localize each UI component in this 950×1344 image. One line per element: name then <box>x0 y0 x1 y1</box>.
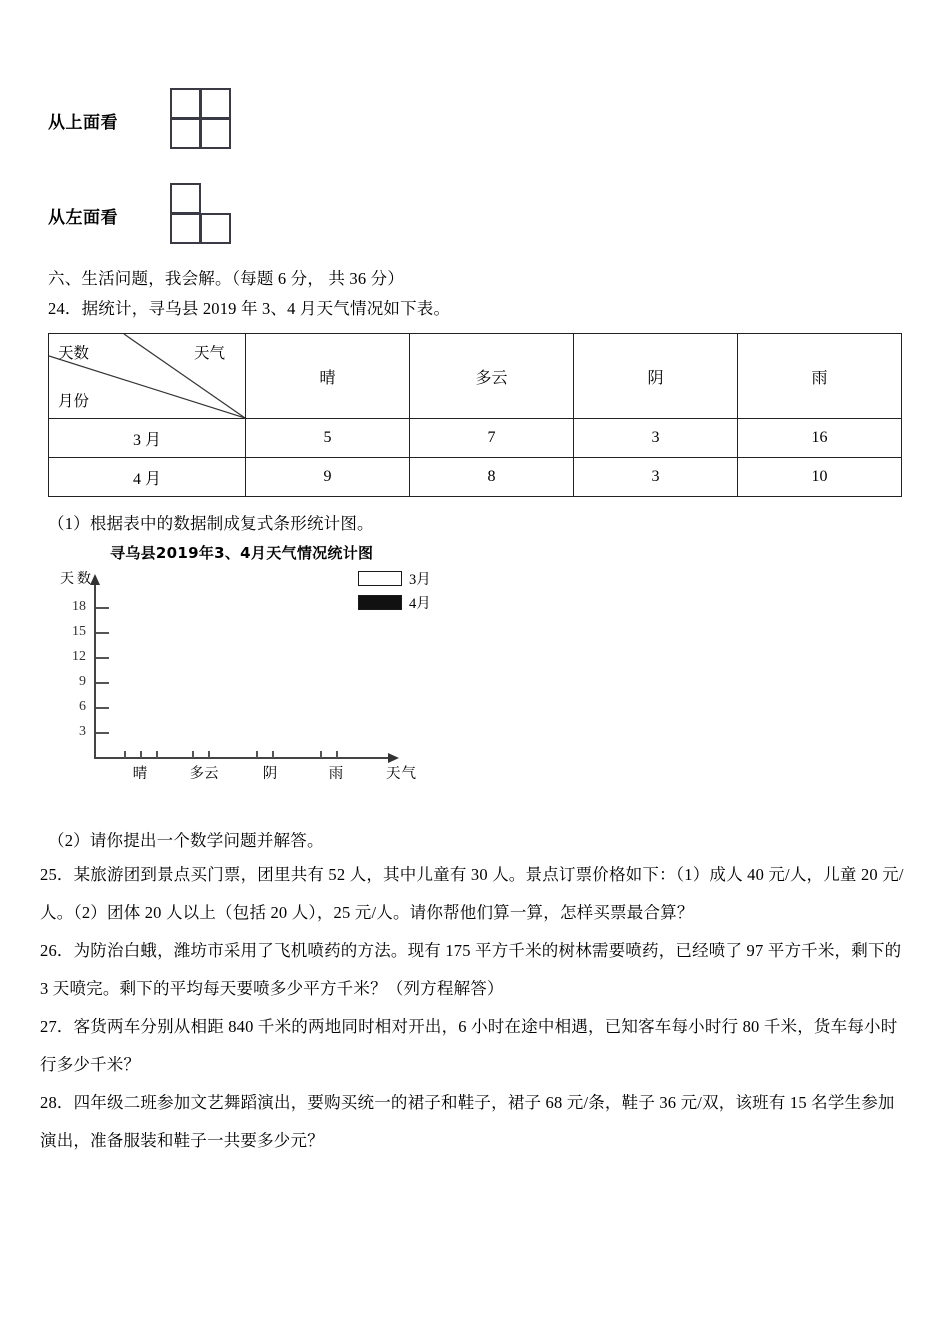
question-28-line-1: 28．四年级二班参加文艺舞蹈演出，要购买统一的裙子和鞋子，裙子 68 元/条，鞋子 36 元/双，该班有 15 名学生参加 <box>40 1093 895 1112</box>
table-row <box>49 419 902 458</box>
chart-xcat-label-rain: 雨 <box>328 766 344 782</box>
question-24-stem: 24．据统计，寻乌县 2019 年 3、4 月天气情况如下表。 <box>48 299 451 318</box>
table-col-header-1: 多云 <box>410 334 574 419</box>
table-cell-march-rain: 16 <box>738 419 902 458</box>
chart-x-axis-title: 天气 <box>386 766 417 782</box>
table-col-header-3: 雨 <box>738 334 902 419</box>
section-heading: 六、生活问题，我会解。（每题 6 分， 共 36 分） <box>48 269 405 288</box>
corner-label-days: 天数 <box>58 345 90 362</box>
weather-data-table <box>48 333 902 497</box>
table-cell-april-cloudy: 8 <box>410 458 574 497</box>
view-shapes-section <box>48 88 348 258</box>
table-corner-cell <box>49 334 246 419</box>
chart-legend-item-april <box>358 592 431 613</box>
view-label-top: 从上面看 <box>48 112 118 132</box>
view-row-left <box>48 183 234 247</box>
shape-l-shape <box>170 183 234 247</box>
table-cell-april-rain: 10 <box>738 458 902 497</box>
table-cell-april-sunny: 9 <box>246 458 410 497</box>
question-27-line-2: 行多少千米？ <box>40 1055 141 1074</box>
legend-swatch-april <box>358 595 402 610</box>
corner-label-weather: 天气 <box>193 345 225 362</box>
table-cell-march-sunny: 5 <box>246 419 410 458</box>
question-25-line-1: 25．某旅游团到景点买门票，团里共有 52 人，其中儿童有 30 人。景点订票价格如下：（1）成人 40 元/人，儿童 20 元/ <box>40 865 904 884</box>
chart-xcat-label-cloudy: 多云 <box>189 766 219 782</box>
table-row-label-march: 3 月 <box>49 419 246 458</box>
chart-xcat-label-overcast: 阴 <box>262 766 278 782</box>
chart-x-axis-arrow <box>388 753 399 763</box>
chart-xcat-label-sunny: 晴 <box>132 766 148 782</box>
corner-label-month: 月份 <box>58 393 90 410</box>
chart-ytick-label-3: 3 <box>79 724 86 739</box>
question-28-line-2: 演出，准备服装和鞋子一共要多少元？ <box>40 1131 324 1150</box>
question-27-line-1: 27．客货两车分别从相距 840 千米的两地同时相对开出，6 小时在途中相遇，已知客车每小时行 80 千米，货车每小时 <box>40 1017 898 1036</box>
question-26-line-2: 3 天喷完。剩下的平均每天要喷多少平方千米？（列方程解答） <box>40 979 504 998</box>
chart-ytick-label-6: 6 <box>79 699 86 714</box>
legend-swatch-march <box>358 571 402 586</box>
chart-ytick-label-15: 15 <box>72 624 86 639</box>
table-col-header-2: 阴 <box>574 334 738 419</box>
table-header-row <box>49 334 902 419</box>
legend-label-march: 3月 <box>409 572 431 588</box>
chart-y-axis-arrow <box>90 574 100 585</box>
chart-legend-item-march <box>358 568 431 589</box>
table-cell-april-overcast: 3 <box>574 458 738 497</box>
view-label-left: 从左面看 <box>48 207 118 227</box>
chart-ytick-label-9: 9 <box>79 674 86 689</box>
table-row-label-april: 4 月 <box>49 458 246 497</box>
shape-two-by-two-grid <box>170 88 234 152</box>
chart-x-axis <box>94 757 390 759</box>
blank-bar-chart <box>48 540 468 795</box>
chart-ytick-label-18: 18 <box>72 599 86 614</box>
legend-label-april: 4月 <box>409 596 431 612</box>
question-24-sub-1: （1）根据表中的数据制成复式条形统计图。 <box>48 514 374 533</box>
chart-title: 寻乌县2019年3、4月天气情况统计图 <box>110 544 374 562</box>
table-row <box>49 458 902 497</box>
chart-y-axis-title: 天数 <box>60 572 94 587</box>
question-24-sub-2: （2）请你提出一个数学问题并解答。 <box>48 831 324 850</box>
view-row-top <box>48 88 234 152</box>
table-cell-march-overcast: 3 <box>574 419 738 458</box>
table-col-header-0: 晴 <box>246 334 410 419</box>
question-25-line-2: 人。（2）团体 20 人以上（包括 20 人），25 元/人。请你帮他们算一算，怎样买票最合算？ <box>40 903 694 922</box>
question-26-line-1: 26．为防治白蛾，潍坊市采用了飞机喷药的方法。现有 175 平方千米的树林需要喷药，已经喷了 97 平方千米，剩下的 <box>40 941 902 960</box>
chart-ytick-label-12: 12 <box>72 649 86 664</box>
table-cell-march-cloudy: 7 <box>410 419 574 458</box>
